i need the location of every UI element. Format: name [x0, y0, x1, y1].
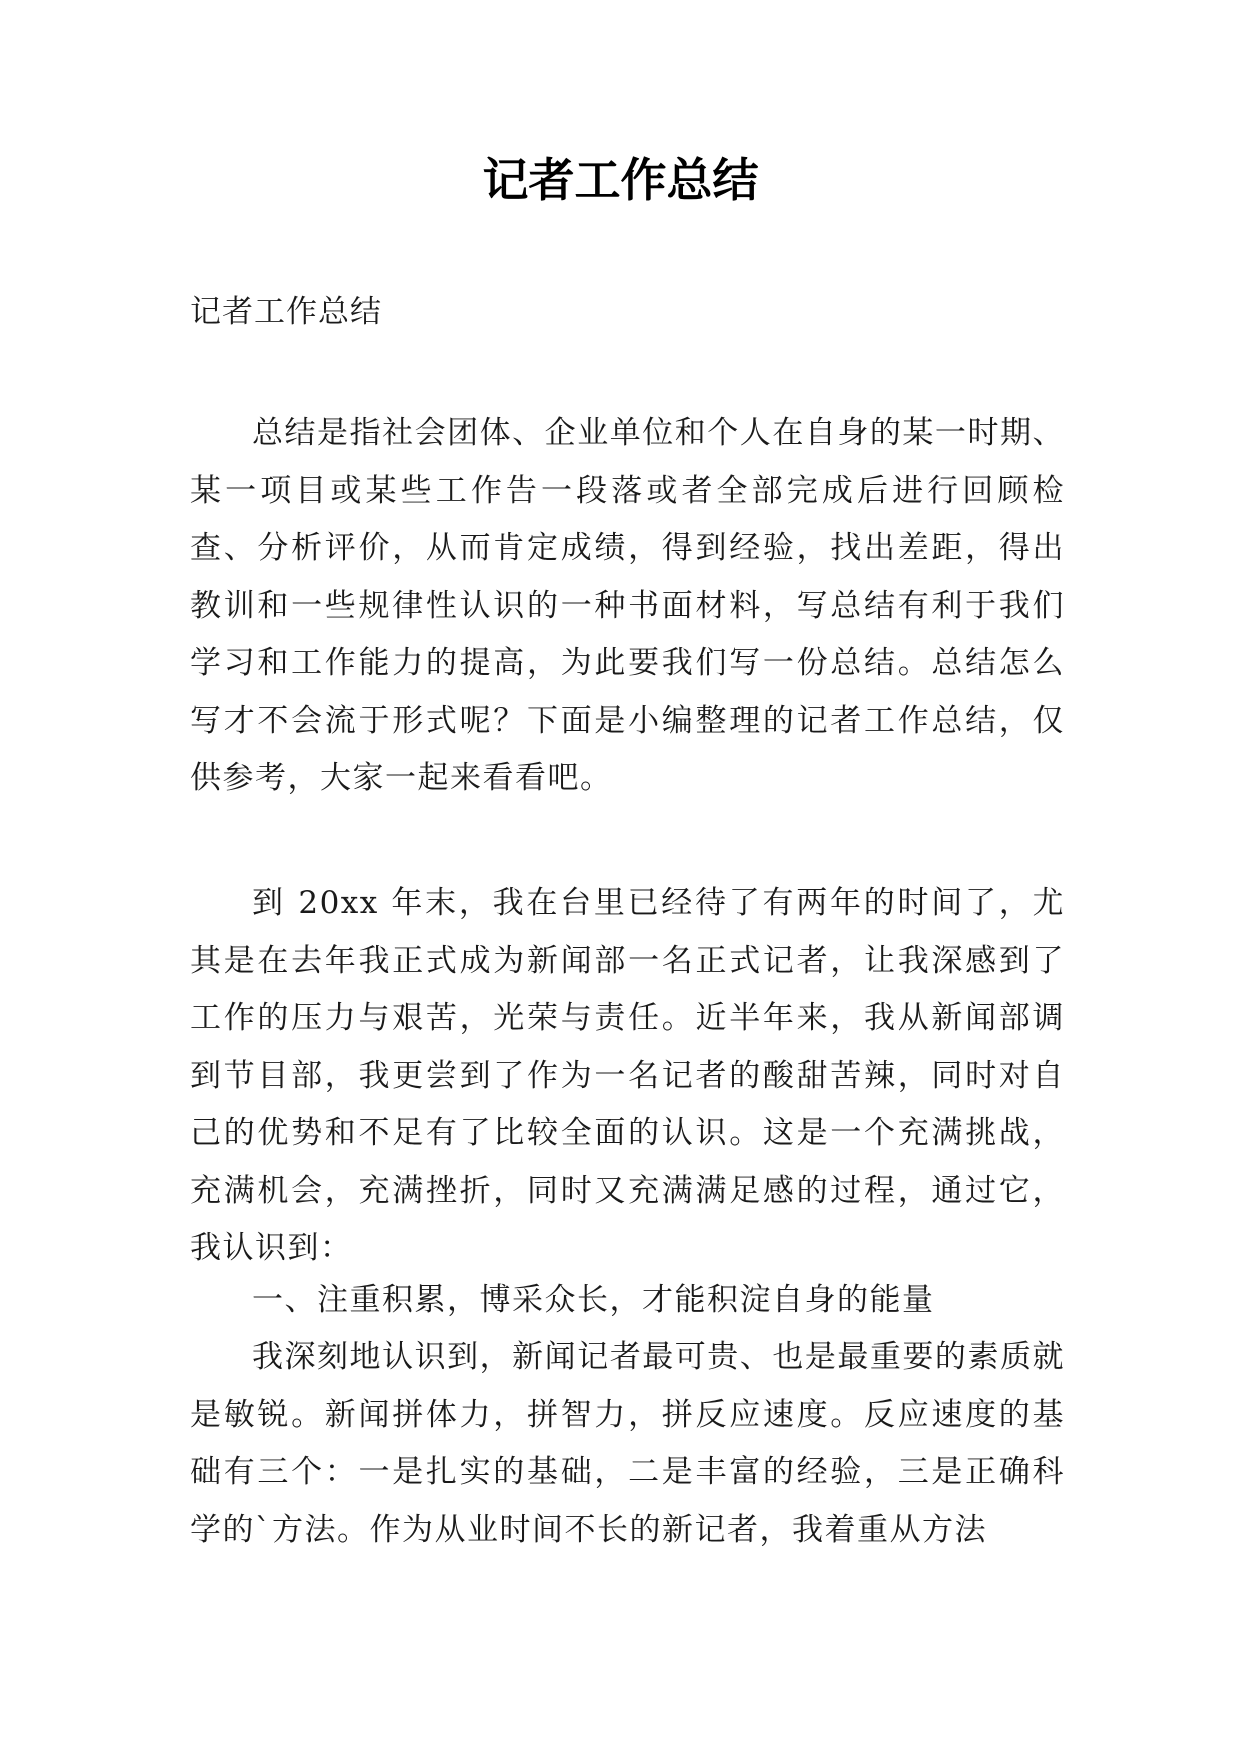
document-title: 记者工作总结 — [482, 153, 759, 207]
section-heading: 一、注重积累，博采众长，才能积淀自身的能量 — [252, 1282, 935, 1318]
document-subtitle: 记者工作总结 — [190, 294, 382, 330]
body-paragraph: 到 20xx 年末，我在台里已经待了有两年的时间了，尤其是在去年我正式成为新闻部一名正式记者，让我深感到了工作的压力与艰苦，光荣与责任。近半年来，我从新闻部调到节目部，我更尝到了作为一名记者的酸甜苦辣，同时对自己的优势和不足有了比较全面的认识。这是一个充满挑战，充满机会，充满挫折，同时又充满满足感的过程，通过它，我认识到： — [190, 885, 1065, 1266]
intro-paragraph: 总结是指社会团体、企业单位和个人在自身的某一时期、某一项目或某些工作告一段落或者全部完成后进行回顾检查、分析评价，从而肯定成绩，得到经验，找出差距，得出教训和一些规律性认识的一种书面材料，写总结有利于我们学习和工作能力的提高，为此要我们写一份总结。总结怎么写才不会流于形式呢？下面是小编整理的记者工作总结，仅供参考，大家一起来看看吧。 — [190, 415, 1065, 796]
body-paragraph: 我深刻地认识到，新闻记者最可贵、也是最重要的素质就是敏锐。新闻拼体力，拼智力，拼反应速度。反应速度的基础有三个：一是扎实的基础，二是丰富的经验，三是正确科学的`方法。作为从业时间不长的新记者，我着重从方法 — [190, 1339, 1065, 1548]
